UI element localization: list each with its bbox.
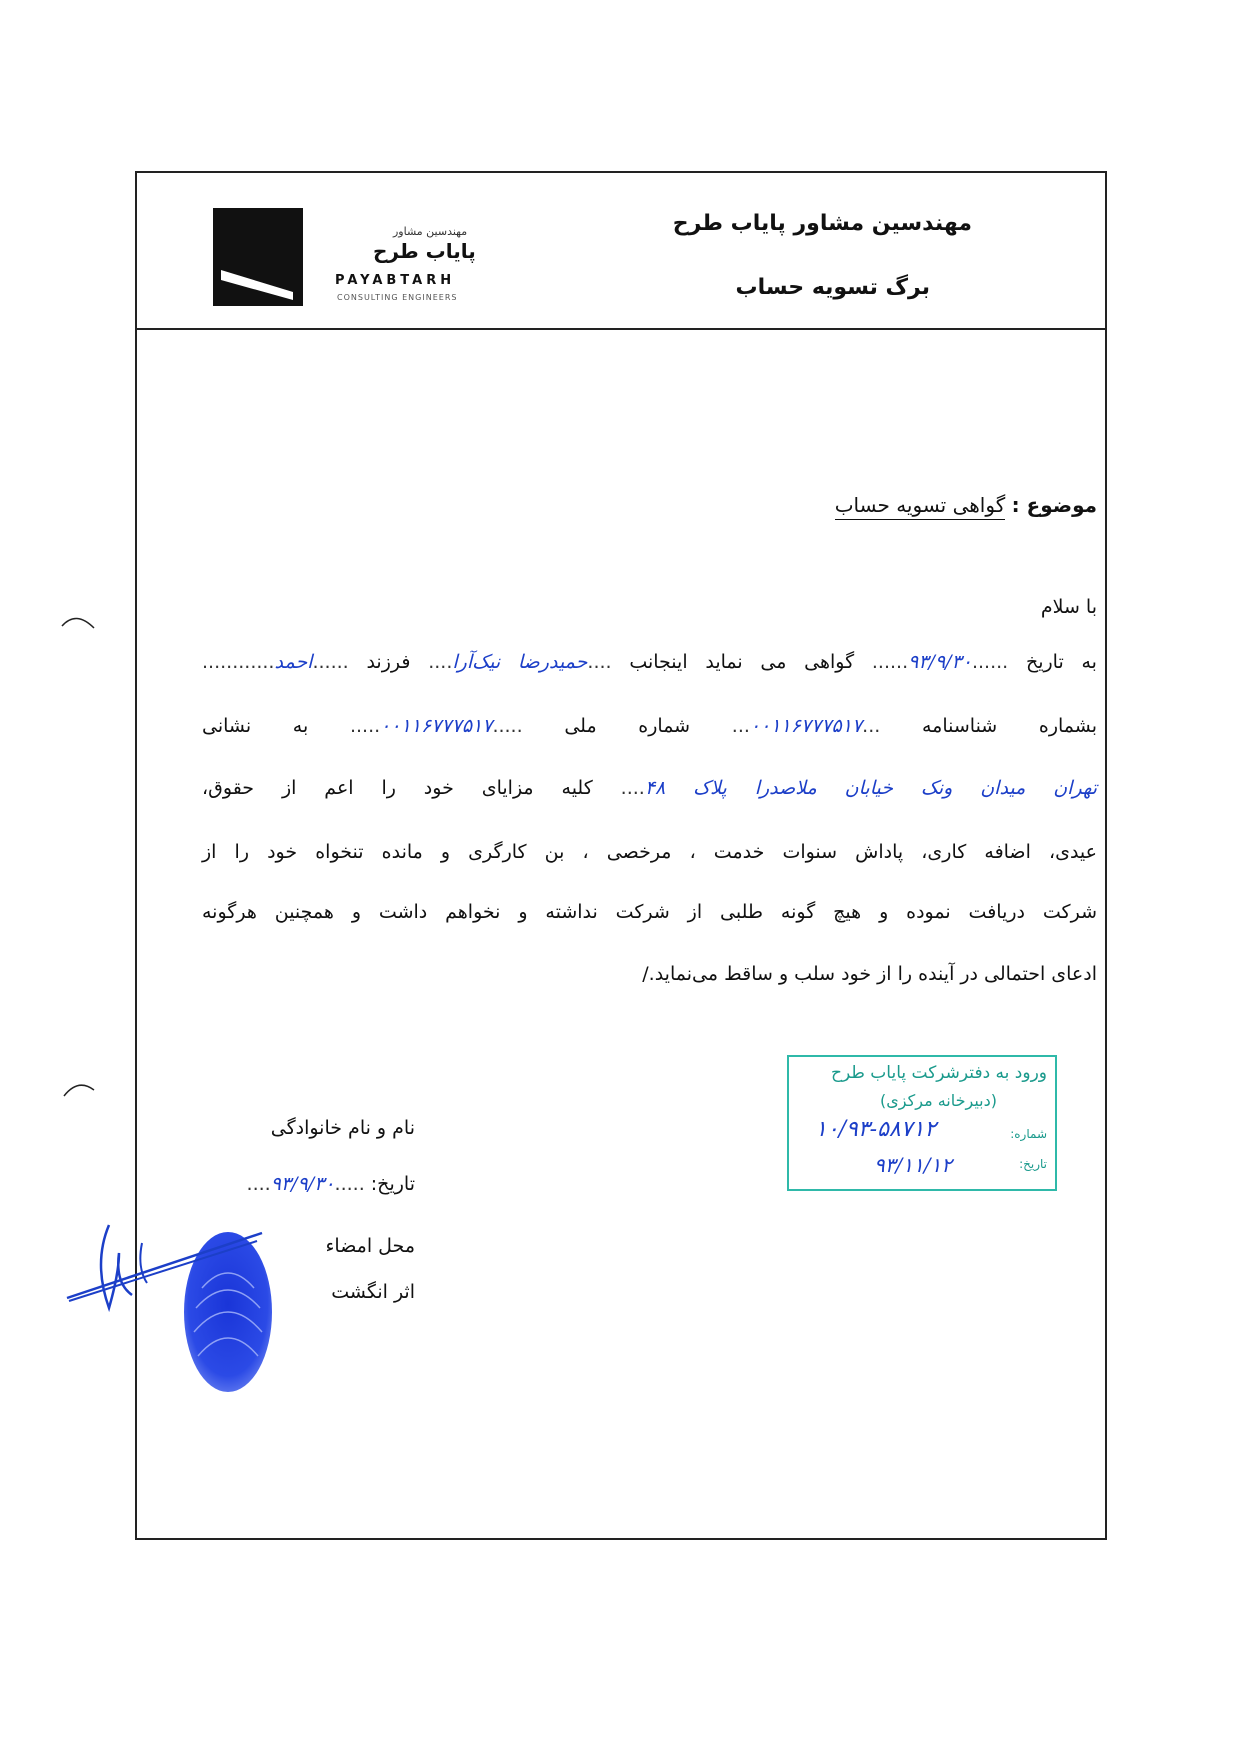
- dots: .....: [334, 1173, 365, 1195]
- body-line-1: [202, 651, 1097, 673]
- handwritten-father-name: احمد: [274, 651, 313, 673]
- name-label: نام و نام خانوادگی: [270, 1117, 415, 1139]
- dots: ...: [731, 715, 750, 737]
- fingerprint-label: اثر انگشت: [331, 1281, 415, 1303]
- handwritten-address: تهران میدان ونک خیابان ملاصدرا پلاک ۴۸: [644, 777, 1097, 799]
- body-text: به تاریخ: [1025, 651, 1097, 673]
- stamp-line-1: ورود به دفترشرکت پایاب طرح: [831, 1063, 1047, 1083]
- body-text: گواهی می نماید اینجانب: [629, 651, 855, 673]
- dots: ....: [246, 1173, 271, 1195]
- dots: ...: [862, 715, 881, 737]
- body-line-3: [202, 777, 1097, 799]
- body-line-4: عیدی، اضافه کاری، پاداش سنوات خدمت ، مرخصی ، بن کارگری و مانده تنخواه خود را از: [202, 841, 1097, 863]
- handwritten-signature: [57, 1213, 287, 1327]
- stamp-number-value: ۱۰/۹۳-۵۸۷۱۲: [815, 1117, 937, 1142]
- body-text: فرزند: [366, 651, 411, 673]
- sign-date-label: تاریخ:: [370, 1173, 415, 1195]
- dots: ............: [202, 651, 275, 673]
- handwritten-sign-date: ۹۳/۹/۳۰: [270, 1173, 335, 1195]
- subject-value: گواهی تسویه حساب: [835, 493, 1006, 520]
- sign-date-line: [247, 1173, 415, 1195]
- subject-label: موضوع :: [1011, 493, 1097, 517]
- stamp-number-label: شماره:: [1010, 1127, 1047, 1141]
- dots: ......: [971, 651, 1009, 673]
- body-text: کلیه مزایای خود را اعم از حقوق،: [202, 777, 593, 799]
- dots: ....: [620, 777, 645, 799]
- stamp-date-label: تاریخ:: [1019, 1157, 1047, 1171]
- body-text: شماره ملی: [564, 715, 691, 737]
- dots: ....: [428, 651, 453, 673]
- dots: ......: [871, 651, 909, 673]
- body-text: به نشانی: [202, 715, 309, 737]
- letterhead: [137, 173, 1105, 330]
- dots: ....: [587, 651, 612, 673]
- signature-place-label: محل امضاء: [325, 1235, 415, 1257]
- handwritten-national-id: ۰۰۱۱۶۷۷۷۵۱۷: [380, 715, 493, 737]
- dots: .....: [349, 715, 381, 737]
- body-text: بشماره شناسنامه: [921, 715, 1098, 737]
- punch-hole-mark: [60, 1078, 100, 1112]
- form-title: برگ تسویه حساب: [735, 275, 930, 300]
- greeting: با سلام: [1040, 596, 1097, 618]
- company-logo-mark: [213, 208, 303, 306]
- registration-stamp: [787, 1055, 1057, 1191]
- handwritten-name: حمیدرضا نیک‌آرا: [452, 651, 588, 673]
- dots: ......: [312, 651, 349, 673]
- punch-hole-mark: [60, 612, 100, 646]
- form-frame: [135, 171, 1107, 1540]
- subject-line: [835, 493, 1097, 517]
- stamp-date-value: ۹۳/۱۱/۱۲: [874, 1153, 952, 1177]
- dots: .....: [492, 715, 523, 737]
- logo-fa: پایاب طرح: [373, 239, 476, 263]
- logo-en-sub: CONSULTING ENGINEERS: [337, 293, 458, 302]
- logo-fa-small: مهندسین مشاور: [393, 225, 468, 238]
- handwritten-date: ۹۳/۹/۳۰: [908, 651, 972, 673]
- body-line-6: ادعای احتمالی در آینده را از خود سلب و ساقط می‌نماید./: [642, 963, 1097, 985]
- stamp-line-2: (دبیرخانه مرکزی): [880, 1091, 997, 1110]
- body-line-2: [202, 715, 1097, 737]
- logo-en: PAYABTARH: [335, 273, 456, 288]
- company-name: مهندسین مشاور پایاب طرح: [672, 211, 972, 236]
- handwritten-id-number: ۰۰۱۱۶۷۷۷۵۱۷: [749, 715, 863, 737]
- body-line-5: شرکت دریافت نموده و هیچ گونه طلبی از شرکت نداشته و نخواهم داشت و همچنین هرگونه: [202, 901, 1097, 923]
